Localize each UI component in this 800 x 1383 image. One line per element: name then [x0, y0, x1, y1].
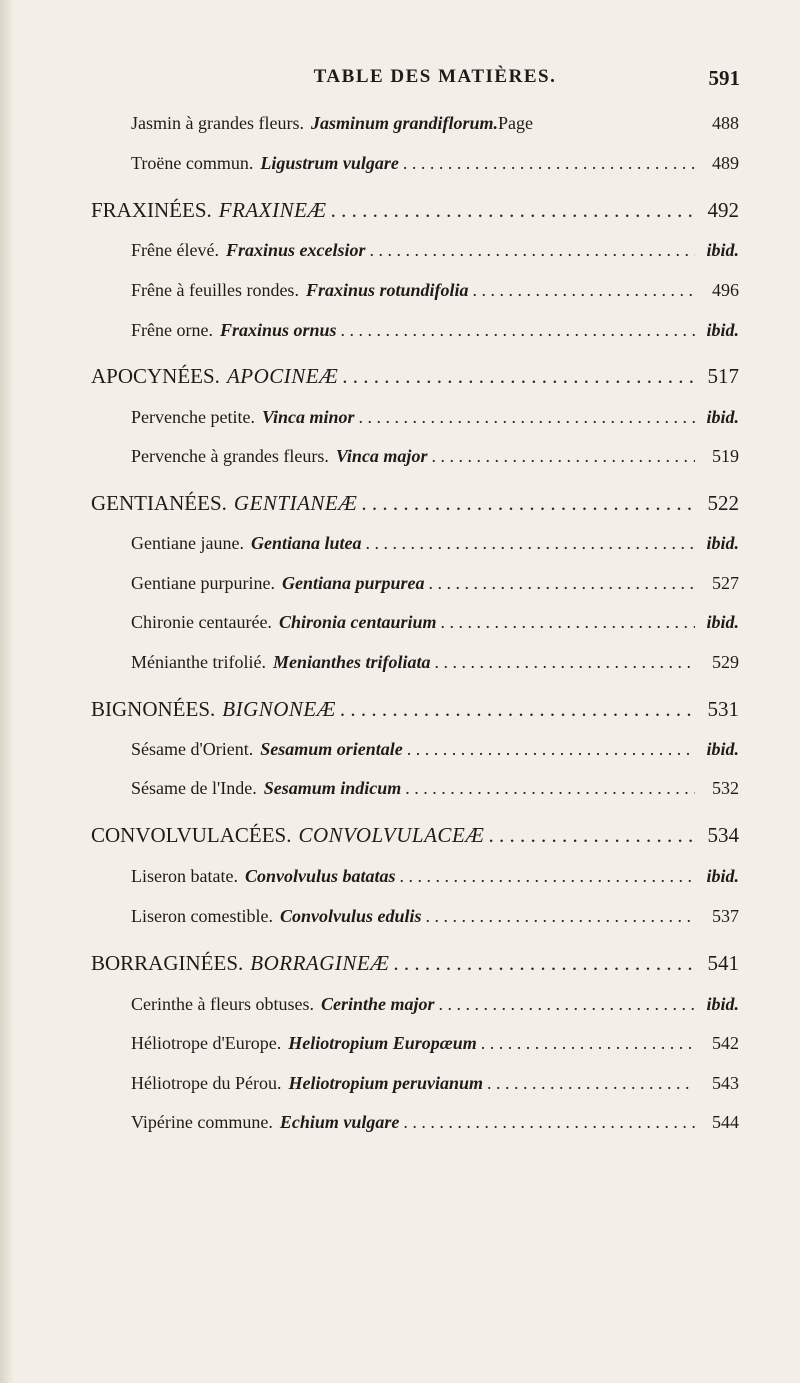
- toc-entry: [131, 1112, 739, 1133]
- dot-leader: [369, 240, 695, 261]
- common-name: BORRAGINÉES.: [91, 951, 244, 975]
- page-reference: 522: [707, 491, 739, 515]
- page-reference: ibid.: [706, 407, 739, 427]
- page-reference: ibid.: [706, 612, 739, 632]
- common-name: Héliotrope du Pérou.: [131, 1073, 282, 1093]
- dot-leader: [342, 364, 695, 389]
- latin-name: FRAXINEÆ: [218, 198, 327, 222]
- common-name: Héliotrope d'Europe.: [131, 1033, 282, 1053]
- family-heading: [91, 198, 739, 223]
- common-name: Liseron batate.: [131, 866, 238, 886]
- common-name: Sésame d'Orient.: [131, 739, 254, 759]
- family-heading: [91, 364, 739, 389]
- page-reference: ibid.: [706, 994, 739, 1014]
- page-label: Page: [498, 113, 534, 133]
- dot-leader: [361, 491, 695, 516]
- dot-leader: [441, 612, 696, 633]
- toc-entry: [131, 573, 739, 594]
- common-name: Pervenche petite.: [131, 407, 255, 427]
- toc-entry: [131, 407, 739, 428]
- toc-entry: [131, 533, 739, 554]
- page-reference: 542: [712, 1033, 739, 1053]
- common-name: Liseron comestible.: [131, 906, 273, 926]
- page-reference: 544: [712, 1112, 739, 1132]
- latin-name: Cerinthe major: [320, 994, 435, 1014]
- toc-entry: [131, 280, 739, 301]
- page-reference: ibid.: [706, 240, 739, 260]
- page-reference: 543: [712, 1073, 739, 1093]
- common-name: Gentiane purpurine.: [131, 573, 275, 593]
- latin-name: Jasminum grandiflorum.: [310, 113, 499, 133]
- toc-entry: [131, 778, 739, 799]
- page-reference: 531: [707, 697, 739, 721]
- header-title: TABLE DES MATIÈRES.: [313, 66, 557, 87]
- toc-entry: [131, 240, 739, 261]
- page-reference: 527: [712, 573, 739, 593]
- dot-leader: [405, 778, 695, 799]
- dot-leader: [358, 407, 695, 428]
- page-reference: ibid.: [706, 533, 739, 553]
- common-name: Cerinthe à fleurs obtuses.: [131, 994, 314, 1014]
- dot-leader: [481, 1033, 695, 1054]
- common-name: Sésame de l'Inde.: [131, 778, 257, 798]
- page-reference: 534: [707, 823, 739, 847]
- dot-leader: [340, 697, 695, 722]
- latin-name: APOCINEÆ: [226, 364, 339, 388]
- dot-leader: [393, 951, 695, 976]
- family-heading: [91, 697, 739, 722]
- toc-entry: [131, 153, 739, 174]
- page-reference: 519: [712, 446, 739, 466]
- dot-leader: [435, 652, 696, 673]
- toc-entry: [131, 994, 739, 1015]
- dot-leader: [431, 446, 695, 467]
- common-name: CONVOLVULACÉES.: [91, 823, 292, 847]
- common-name: Frêne à feuilles rondes.: [131, 280, 299, 300]
- latin-name: GENTIANEÆ: [233, 491, 358, 515]
- family-heading: [91, 823, 739, 848]
- latin-name: Gentiana lutea: [250, 533, 362, 553]
- latin-name: Fraxinus ornus: [219, 320, 337, 340]
- latin-name: Vinca minor: [261, 407, 355, 427]
- common-name: Jasmin à grandes fleurs.: [131, 113, 304, 133]
- common-name: Frêne orne.: [131, 320, 213, 340]
- dot-leader: [403, 1112, 695, 1133]
- latin-name: Fraxinus excelsior: [225, 240, 366, 260]
- latin-name: Heliotropium peruvianum: [288, 1073, 483, 1093]
- dot-leader: [487, 1073, 695, 1094]
- common-name: Chironie centaurée.: [131, 612, 272, 632]
- common-name: APOCYNÉES.: [91, 364, 220, 388]
- toc-entry: [131, 739, 739, 760]
- latin-name: Echium vulgare: [279, 1112, 400, 1132]
- common-name: Vipérine commune.: [131, 1112, 273, 1132]
- latin-name: Sesamum indicum: [263, 778, 402, 798]
- header-page-number: 591: [708, 66, 740, 90]
- page-reference: 517: [707, 364, 739, 388]
- common-name: Gentiane jaune.: [131, 533, 244, 553]
- page-reference: 537: [712, 906, 739, 926]
- page-reference: ibid.: [706, 866, 739, 886]
- dot-leader: [331, 198, 695, 223]
- latin-name: Fraxinus rotundifolia: [305, 280, 469, 300]
- page-reference: 488: [712, 113, 739, 133]
- dot-leader: [438, 994, 695, 1015]
- toc-entry: [131, 906, 739, 927]
- page-reference: 489: [712, 153, 739, 173]
- page-reference: 532: [712, 778, 739, 798]
- family-heading: [91, 951, 739, 976]
- common-name: Troëne commun.: [131, 153, 254, 173]
- latin-name: Heliotropium Europæum: [288, 1033, 477, 1053]
- page-reference: 529: [712, 652, 739, 672]
- common-name: Pervenche à grandes fleurs.: [131, 446, 329, 466]
- latin-name: Menianthes trifoliata: [272, 652, 431, 672]
- common-name: GENTIANÉES.: [91, 491, 227, 515]
- latin-name: Convolvulus batatas: [244, 866, 396, 886]
- toc-entry: [131, 866, 739, 887]
- latin-name: BORRAGINEÆ: [250, 951, 390, 975]
- common-name: FRAXINÉES.: [91, 198, 212, 222]
- toc-entry: [131, 320, 739, 341]
- dot-leader: [429, 573, 696, 594]
- dot-leader: [341, 320, 695, 341]
- page-reference: 541: [707, 951, 739, 975]
- dot-leader: [488, 823, 695, 848]
- dot-leader: [403, 153, 695, 174]
- dot-leader: [365, 533, 695, 554]
- common-name: BIGNONÉES.: [91, 697, 216, 721]
- family-heading: [91, 491, 739, 516]
- latin-name: Ligustrum vulgare: [260, 153, 399, 173]
- toc-entry: [131, 1033, 739, 1054]
- latin-name: Vinca major: [335, 446, 428, 466]
- toc-entry: [131, 612, 739, 633]
- page-reference: ibid.: [706, 320, 739, 340]
- page-reference: 496: [712, 280, 739, 300]
- dot-leader: [426, 906, 696, 927]
- latin-name: Chironia centaurium: [278, 612, 437, 632]
- page-reference: 492: [707, 198, 739, 222]
- latin-name: CONVOLVULACEÆ: [298, 823, 485, 847]
- toc-entry: [131, 446, 739, 467]
- common-name: Frêne élevé.: [131, 240, 219, 260]
- toc-entry: [131, 1073, 739, 1094]
- dot-leader: [400, 866, 696, 887]
- dot-leader: [473, 280, 695, 301]
- toc-entry: [131, 652, 739, 673]
- latin-name: Convolvulus edulis: [279, 906, 422, 926]
- latin-name: Gentiana purpurea: [281, 573, 425, 593]
- toc-entry: [131, 113, 739, 134]
- latin-name: BIGNONEÆ: [222, 697, 336, 721]
- latin-name: Sesamum orientale: [260, 739, 403, 759]
- dot-leader: [407, 739, 695, 760]
- page-reference: ibid.: [706, 739, 739, 759]
- common-name: Ménianthe trifolié.: [131, 652, 266, 672]
